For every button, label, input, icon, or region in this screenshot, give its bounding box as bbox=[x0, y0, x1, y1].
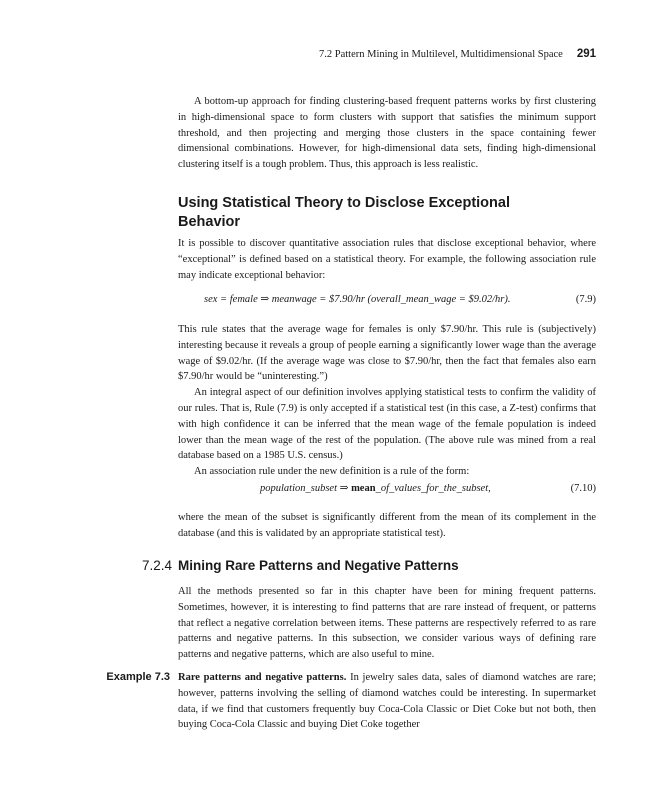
equation-7-10-rhs: _of_values_for_the_subset, bbox=[375, 483, 491, 494]
rare-paragraph: All the methods presented so far in this chapter have been for mining frequent patterns. Sometimes, however, it is interesting to find patterns that are rare instead of frequent, or patterns that reflect a negative correlation between items. These patterns are respectively referred to as rare patterns and negative patterns. In this subsection, we consider various ways of defining rare patterns and negative patterns, which are also useful to mine. bbox=[178, 586, 596, 661]
example-text: In jewelry sales data, sales of diamond watches are rare; however, patterns involving the selling of diamond watches could be interesting. In supermarket data, if we find that customers frequently buy Coca-Cola Classic or Diet Coke but not both, then buying Coca-Cola Classic and buying Diet Coke together bbox=[178, 672, 596, 731]
running-title: 7.2 Pattern Mining in Multilevel, Multidimensional Space bbox=[319, 49, 563, 60]
equation-7-9 bbox=[178, 292, 596, 308]
rare-paragraph-block bbox=[178, 584, 596, 663]
integral-paragraph: An integral aspect of our definition involves applying statistical tests to confirm the validity of our rules. That is, Rule (7.9) is only accepted if a statistical test (in this case, a Z-test) confirms that with high confidence it can be inferred that the mean wage of the female population is indeed lower than the mean wage of the rest of the population. (The above rule was mined from a real database based on a 1985 U.S. census.) bbox=[178, 387, 596, 462]
section-heading-block bbox=[178, 557, 596, 575]
subheading-statistical-theory: Using Statistical Theory to Disclose Exceptional Behavior bbox=[178, 195, 510, 230]
where-paragraph: where the mean of the subset is significantly different from the mean of its complement in the database (and this is validated by an appropriate statistical test). bbox=[178, 512, 596, 539]
stat-paragraph-block bbox=[178, 236, 596, 283]
section-number: 7.2.4 bbox=[141, 558, 172, 573]
stat-paragraph: It is possible to discover quantitative association rules that disclose exceptional behavior, where “exceptional” is defined based on a statistical theory. For example, the following association rule may indicate exceptional behavior: bbox=[178, 238, 596, 281]
equation-7-10 bbox=[178, 481, 596, 497]
page-number: 291 bbox=[576, 48, 596, 60]
example-run-in-title: Rare patterns and negative patterns. bbox=[178, 672, 347, 683]
association-paragraph: An association rule under the new definition is a rule of the form: bbox=[194, 466, 470, 478]
equation-7-10-number: (7.10) bbox=[570, 483, 596, 494]
running-header bbox=[0, 48, 596, 60]
where-paragraph-block bbox=[178, 510, 596, 542]
intro-paragraph-block bbox=[178, 94, 596, 173]
section-title: Mining Rare Patterns and Negative Patterns bbox=[178, 558, 459, 573]
equation-7-9-number: (7.9) bbox=[575, 294, 596, 305]
intro-paragraph: A bottom-up approach for finding clustering-based frequent patterns works by first clustering in high-dimensional space to form clusters with support that satisfies the minimum support threshold, and then projecting and merging those clusters in the space containing fewer dimensional combinations. However, for high-dimensional data sets, finding high-dimensional clustering itself is a tough problem. Thus, this approach is less realistic. bbox=[178, 96, 596, 171]
subheading-block bbox=[178, 194, 538, 232]
equation-7-10-mean: mean bbox=[351, 483, 376, 494]
example-label: Example 7.3 bbox=[106, 671, 170, 683]
equation-7-9-expression: sex = female ⇒ meanwage = $7.90/hr (overall_mean_wage = $9.02/hr). bbox=[204, 294, 511, 305]
rule-paragraph: This rule states that the average wage for females is only $7.90/hr. This rule is (subjectively) interesting because it reveals a group of people earning a significantly lower wage than the average wage of $9.02/hr. (If the average wage was close to $7.90/hr, then the fact that females also earn $7.90/hr would be “uninteresting.”) bbox=[178, 324, 596, 383]
equation-7-10-lhs: population_subset ⇒ bbox=[260, 483, 352, 494]
example-block bbox=[178, 670, 596, 733]
rule-paragraph-block bbox=[178, 322, 596, 480]
